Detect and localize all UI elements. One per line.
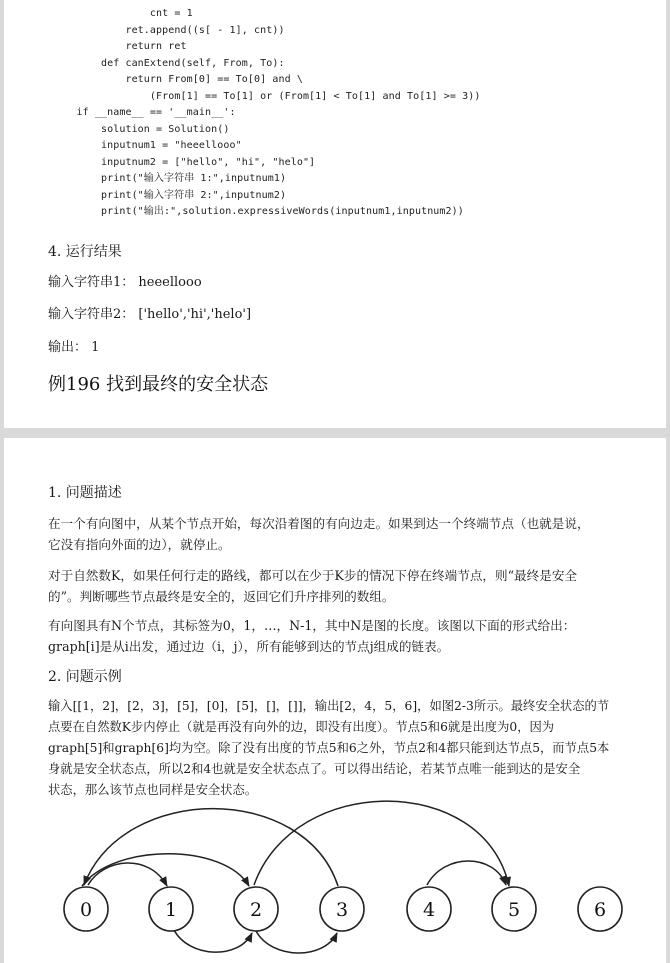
code-line: return From[0] == To[0] and \	[52, 74, 303, 85]
paragraph-line: 状态，那么该节点也同样是安全状态。	[48, 783, 258, 797]
paragraph-line: graph[5]和graph[6]均为空。除了没有出度的节点5和6之外，节点2和4都只能到达节点5，而节点5本	[48, 741, 610, 755]
edge-2-to-3	[256, 931, 337, 953]
result-input-1: 输入字符串1： heeellooo	[48, 275, 202, 290]
code-line: return ret	[52, 41, 187, 52]
paragraph-line: 在一个有向图中，从某个节点开始，每次沿着图的有向边走。如果到达一个终端节点（也就是说，	[48, 516, 590, 531]
graph-node-label: 1	[164, 899, 178, 921]
graph-node-4	[407, 887, 451, 931]
edge-1-to-2	[174, 930, 252, 952]
section-heading-results: 4. 运行结果	[48, 244, 122, 260]
code-line: inputnum1 = "heeellooo"	[52, 140, 242, 151]
paragraph-line: 的”。判断哪些节点最终是安全的，返回它们升序排列的数组。	[48, 589, 395, 604]
graph-node-5	[492, 887, 536, 931]
page-2	[4, 438, 666, 963]
result-input-2: 输入字符串2： ['hello','hi','helo']	[48, 307, 252, 322]
code-line: if __name__ == '__main__':	[52, 107, 236, 118]
code-line: (From[1] == To[1] or (From[1] < To[1] and To[1] >= 3))	[52, 90, 481, 102]
edge-4-to-5	[427, 861, 506, 885]
edge-0-to-2	[82, 854, 249, 886]
example-paragraph	[48, 696, 609, 801]
page-1	[4, 0, 666, 428]
paragraph-line: graph[i]是从i出发，通过边（i，j），所有能够到达的节点j组成的链表。	[48, 639, 450, 654]
code-line: cnt = 1	[52, 8, 193, 19]
graph-node-2	[234, 887, 278, 931]
code-line: print("输入字符串 2:",inputnum2)	[52, 189, 287, 201]
paragraph-line: 身就是安全状态点，所以2和4也就是安全状态点了。可以得出结论，若某节点唯一能到达的是安全	[48, 762, 581, 776]
graph-node-label: 5	[507, 899, 521, 921]
code-line: solution = Solution()	[52, 123, 230, 135]
graph-node-label: 4	[422, 899, 436, 921]
example-title: 例196 找到最终的安全状态	[48, 374, 269, 395]
description-paragraph-3	[48, 615, 575, 657]
code-line: inputnum2 = ["hello", "hi", "helo"]	[52, 156, 316, 168]
graph-node-1	[149, 887, 193, 931]
edge-0-to-1	[88, 863, 167, 886]
description-paragraph-2	[48, 565, 577, 607]
code-block	[52, 6, 480, 221]
directed-graph-figure	[4, 788, 666, 963]
code-line: print("输出:",solution.expressiveWords(inputnum1,inputnum2))	[52, 206, 464, 217]
paragraph-line: 输入[[1，2]，[2，3]，[5]，[0]，[5]，[]，[]]，输出[2，4，5，6]，如图2-3所示。最终安全状态的节	[48, 699, 610, 713]
graph-node-label: 6	[593, 899, 607, 921]
edge-2-to-5	[254, 801, 509, 886]
paragraph-line: 对于自然数K，如果任何行走的路线，都可以在少于K步的情况下停在终端节点，则“最终是安全	[48, 568, 578, 583]
code-line: ret.append((s[ - 1], cnt))	[52, 24, 285, 36]
graph-node-3	[320, 887, 364, 931]
paragraph-line: 有向图具有N个节点，其标签为0，1，…，N-1，其中N是图的长度。该图以下面的形式给出：	[48, 618, 576, 633]
graph-node-6	[578, 887, 622, 931]
graph-node-0	[64, 887, 108, 931]
paragraph-line: 点要在自然数K步内停止（就是再没有向外的边，即没有出度）。节点5和6就是出度为0，因为	[48, 720, 555, 734]
result-output: 输出： 1	[48, 340, 100, 355]
graph-node-label: 2	[249, 899, 263, 921]
edge-3-to-0	[84, 809, 338, 886]
paragraph-line: 它没有指向外面的边），就停止。	[48, 537, 231, 552]
code-line: def canExtend(self, From, To):	[52, 57, 285, 69]
graph-node-label: 0	[79, 899, 93, 921]
code-line: print("输入字符串 1:",inputnum1)	[52, 173, 287, 184]
graph-node-label: 3	[335, 899, 349, 921]
section-heading-description: 1. 问题描述	[48, 485, 122, 501]
description-paragraph-1	[48, 513, 590, 555]
section-heading-example: 2. 问题示例	[48, 669, 122, 685]
